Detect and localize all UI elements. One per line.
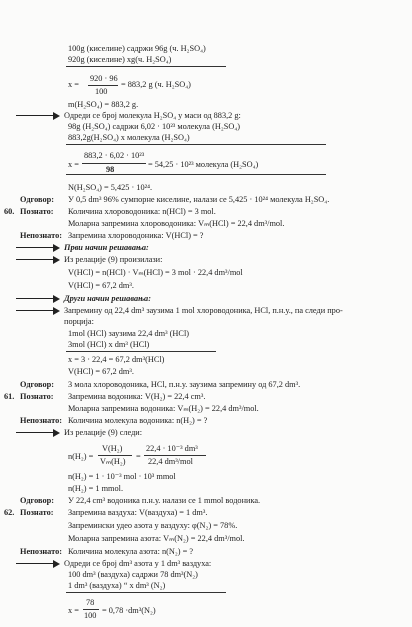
answer-text: У 0,5 dm³ 96% сумпорне киселине, налази се 5,425 · 10²⁴ молекула H₂SO₄. <box>68 195 330 204</box>
arrow-icon <box>16 307 60 315</box>
known-line: Запремина водоника: V(H₂) = 22,4 cm³. <box>68 392 206 401</box>
fraction-numerator: 883,2 · 6,02 · 10²³ <box>84 151 145 160</box>
label-unknown: Непознато: <box>20 547 62 556</box>
equation-result: = 883,2 g (ч. H₂SO₄) <box>121 80 191 89</box>
fraction-bar <box>83 609 99 610</box>
fraction-bar <box>98 455 132 456</box>
label-known: Познато: <box>20 207 54 216</box>
result-line: V(HCl) = 67,2 dm³. <box>68 281 134 290</box>
unknown-line: Количина молекула водоника: n(H₂) = ? <box>68 416 208 425</box>
proportion-line: 100g (киселине) садржи 96g (ч. H₂SO₄) <box>68 44 206 53</box>
answer-text: 3 мола хлороводоника, HCl, п.н.у. заузима запремину од 67,2 dm³. <box>68 380 301 389</box>
underline <box>66 66 226 67</box>
fraction-denominator: Vₘ(H₂) <box>100 457 126 466</box>
fraction-denominator: 98 <box>106 165 115 174</box>
label-answer: Одговор: <box>20 380 54 389</box>
underline <box>66 174 326 175</box>
result-line: n(H₂) = 1 mmol. <box>68 484 124 493</box>
fraction-numerator: V(H₂) <box>102 444 123 453</box>
known-line: Моларна запремина хлороводоника: Vₘ(HCl) = 22,4 dm³/mol. <box>68 219 285 228</box>
text-line: порција: <box>64 317 94 326</box>
label-known: Познато: <box>20 392 54 401</box>
fraction-numerator: 920 · 96 <box>90 74 118 83</box>
fraction-numerator: 22,4 · 10⁻³ dm³ <box>146 444 198 453</box>
label-answer: Одговор: <box>20 195 54 204</box>
label-known: Познато: <box>20 508 54 517</box>
text-line: Запремину од 22,4 dm³ заузима 1 mol хлороводоника, HCl, п.н.у., па следи про- <box>64 306 343 315</box>
text-line: Одреди се број dm³ азота у 1 dm³ ваздуха: <box>64 559 212 568</box>
label-unknown: Непознато: <box>20 416 62 425</box>
fraction-bar <box>88 85 118 86</box>
equation-result: = 54,25 · 10²³ молекула (H₂SO₄) <box>148 160 259 169</box>
unknown-line: Количина молекула азота: n(N₂) = ? <box>68 547 194 556</box>
result-line: N(H₂SO₄) = 5,425 · 10²⁴. <box>68 183 153 192</box>
method-heading: Други начин решавања: <box>64 294 151 303</box>
equation-label: x = <box>68 80 79 89</box>
fraction-denominator: 22,4 dm³/mol <box>148 457 193 466</box>
fraction-denominator: 100 <box>84 611 97 620</box>
known-line: Количина хлороводоника: n(HCl) = 3 mol. <box>68 207 216 216</box>
known-line: Запремина ваздуха: V(ваздуха) = 1 dm³. <box>68 508 208 517</box>
fraction-denominator: 100 <box>95 87 108 96</box>
arrow-icon <box>16 429 60 437</box>
fraction-bar <box>144 455 206 456</box>
result-line: V(HCl) = 67,2 dm³. <box>68 367 134 376</box>
equals-sign: = <box>136 452 141 461</box>
proportion-line: 920g (киселине) xg(ч. H₂SO₄) <box>68 55 172 64</box>
problem-number: 61. <box>4 392 15 401</box>
text-line: Одреди се број молекула H₂SO₄ у маси од 883,2 g: <box>64 111 241 120</box>
answer-text: У 22,4 cm³ водоника п.н.у. налази се 1 mmol водоника. <box>68 496 261 505</box>
result-line: m(H₂SO₄) = 883,2 g. <box>68 100 139 109</box>
equation-line: V(HCl) = n(HCl) · Vₘ(HCl) = 3 mol · 22,4 dm³/mol <box>68 268 243 277</box>
method-heading: Први начин решавања: <box>64 243 149 252</box>
underline <box>66 592 226 593</box>
problem-number: 60. <box>4 207 15 216</box>
known-line: Запремински удео азота у ваздуху: φ(N₂) = 78%. <box>68 521 238 530</box>
underline <box>66 144 326 145</box>
label-answer: Одговор: <box>20 496 54 505</box>
arrow-icon <box>16 256 60 264</box>
arrow-icon <box>16 112 60 120</box>
proportion-line: 3mol (HCl) x dm³ (HCl) <box>68 340 150 349</box>
unknown-line: Запремина хлороводоника: V(HCl) = ? <box>68 231 204 240</box>
text-line: Из релације (9) произилази: <box>64 255 163 264</box>
equation-line: n(H₂) = 1 · 10⁻³ mol · 10³ mmol <box>68 472 176 481</box>
proportion-line: 1mol (HCl) заузима 22,4 dm³ (HCl) <box>68 329 190 338</box>
text-line: Из релације (9) следи: <box>64 428 143 437</box>
fraction-bar <box>82 163 146 164</box>
equation-label: n(H₂) = <box>68 452 94 461</box>
known-line: Моларна запремина водоника: Vₘ(H₂) = 22,4 dm³/mol. <box>68 404 259 413</box>
arrow-icon <box>16 560 60 568</box>
problem-number: 62. <box>4 508 15 517</box>
arrow-icon <box>16 295 60 303</box>
known-line: Моларна запремина азота: Vₘ(N₂) = 22,4 dm³/mol. <box>68 534 245 543</box>
equation-line: x = 3 · 22,4 = 67,2 dm³(HCl) <box>68 355 165 364</box>
equation-label: x = <box>68 160 79 169</box>
equation-result: = 0,78 ·dm³(N₂) <box>102 606 156 615</box>
label-unknown: Непознато: <box>20 231 62 240</box>
proportion-line: 883,2g(H₂SO₄) x молекула (H₂SO₄) <box>68 133 190 142</box>
arrow-icon <box>16 244 60 252</box>
fraction-numerator: 78 <box>86 598 95 607</box>
proportion-line: 1 dm³ (ваздуха) “ x dm³ (N₂) <box>68 581 166 590</box>
underline <box>66 351 216 352</box>
equation-label: x = <box>68 606 79 615</box>
proportion-line: 98g (H₂SO₄) садржи 6,02 · 10²³ молекула (H₂SO₄) <box>68 122 240 131</box>
proportion-line: 100 dm³ (ваздуха) садржи 78 dm³(N₂) <box>68 570 198 579</box>
